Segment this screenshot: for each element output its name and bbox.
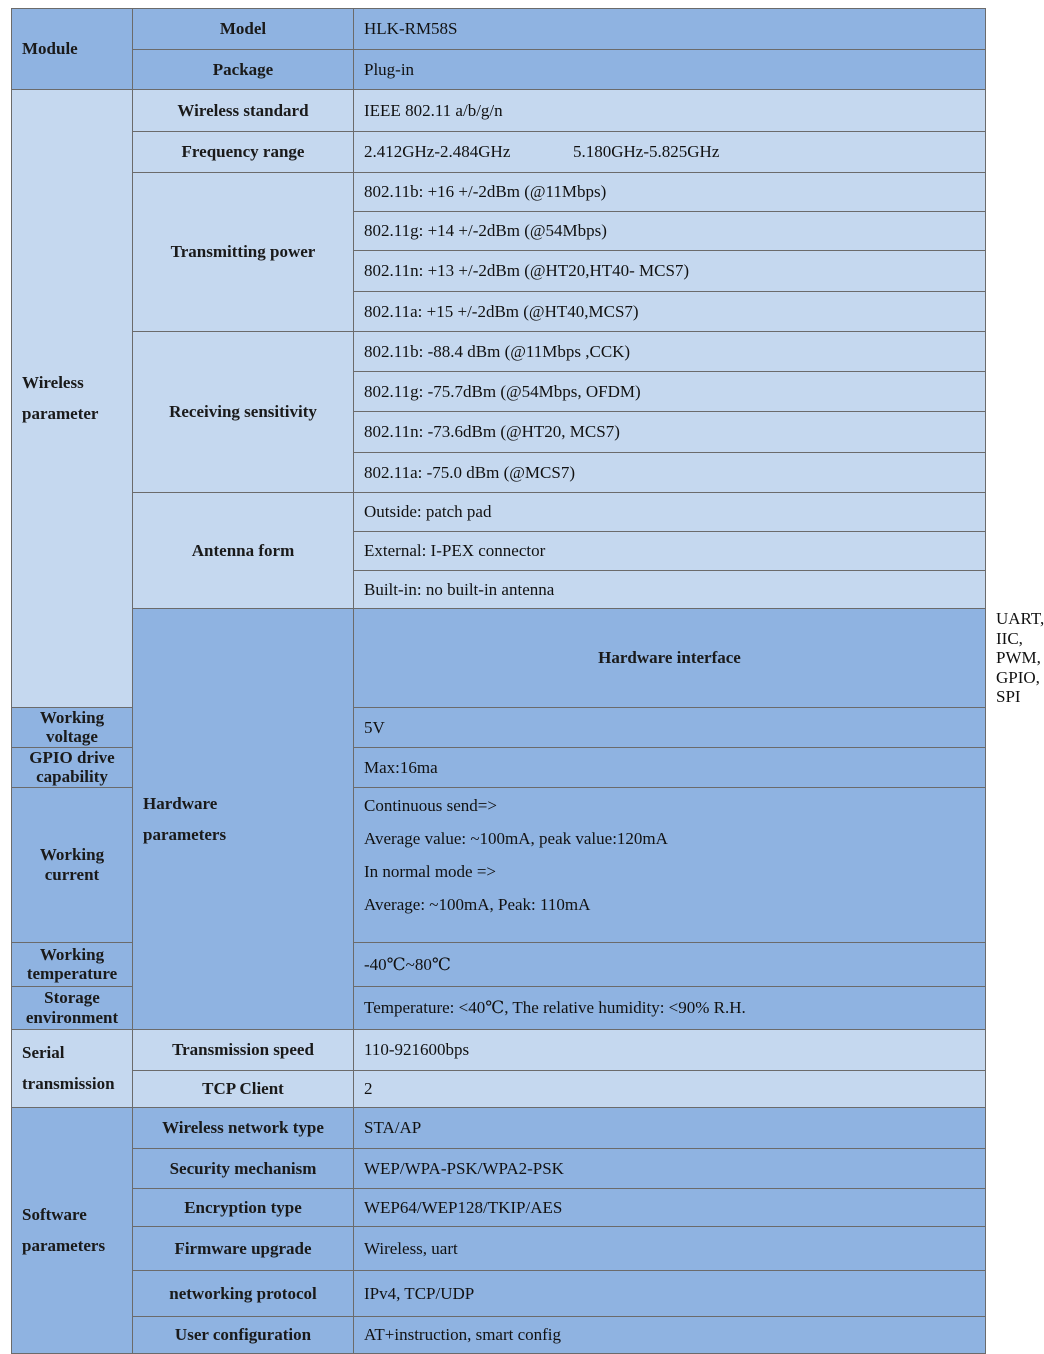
param-model: Model: [133, 9, 354, 50]
value-rx-80211a: 802.11a: -75.0 dBm (@MCS7): [354, 453, 986, 493]
group-label-line: Software: [22, 1204, 87, 1224]
param-receiving-sensitivity: Receiving sensitivity: [133, 332, 354, 493]
param-user-configuration: User configuration: [133, 1316, 354, 1353]
param-working-temperature: Working temperature: [12, 942, 133, 986]
table-row: [12, 1107, 986, 1148]
value-rx-80211n: 802.11n: -73.6dBm (@HT20, MCS7): [354, 412, 986, 453]
table-row: [12, 493, 986, 532]
param-security-mechanism: Security mechanism: [133, 1148, 354, 1188]
spec-table: [11, 8, 1044, 1354]
value-antenna-external: External: I-PEX connector: [354, 532, 986, 571]
value-antenna-outside: Outside: patch pad: [354, 493, 986, 532]
value-networking-protocol: IPv4, TCP/UDP: [354, 1270, 986, 1316]
param-transmitting-power: Transmitting power: [133, 173, 354, 332]
value-gpio-drive: Max:16ma: [354, 747, 986, 787]
value-tx-80211b: 802.11b: +16 +/-2dBm (@11Mbps): [354, 173, 986, 212]
group-label-line: parameters: [22, 1236, 106, 1256]
group-module: Module: [12, 9, 133, 90]
table-row: [12, 1029, 986, 1070]
table-row: [12, 1070, 986, 1107]
current-line: In normal mode =>: [364, 861, 497, 881]
table-row: [12, 132, 986, 173]
param-storage-environment: Storage environment: [12, 986, 133, 1029]
group-label-line: Hardware: [143, 793, 218, 813]
value-storage-environment: Temperature: <40℃, The relative humidity: <90% R.H.: [354, 986, 986, 1029]
param-wireless-standard: Wireless standard: [133, 90, 354, 132]
value-tx-80211a: 802.11a: +15 +/-2dBm (@HT40,MCS7): [354, 292, 986, 332]
param-encryption-type: Encryption type: [133, 1188, 354, 1226]
frequency-band-5g: 5.180GHz-5.825GHz: [573, 142, 720, 162]
value-wireless-standard: IEEE 802.11 a/b/g/n: [354, 90, 986, 132]
current-line: Continuous send=>: [364, 795, 497, 815]
current-line: Average value: ~100mA, peak value:120mA: [364, 828, 668, 848]
param-wireless-network-type: Wireless network type: [133, 1107, 354, 1148]
value-model: HLK-RM58S: [354, 9, 986, 50]
table-row: [12, 9, 986, 50]
current-line: Average: ~100mA, Peak: 110mA: [364, 894, 591, 914]
table-row: [12, 1188, 986, 1226]
param-transmission-speed: Transmission speed: [133, 1029, 354, 1070]
group-label-line: Serial: [22, 1042, 65, 1062]
param-working-voltage: Working voltage: [12, 707, 133, 747]
value-rx-80211g: 802.11g: -75.7dBm (@54Mbps, OFDM): [354, 372, 986, 412]
group-label-line: parameters: [143, 824, 227, 844]
value-wireless-network-type: STA/AP: [354, 1107, 986, 1148]
value-transmission-speed: 110-921600bps: [354, 1029, 986, 1070]
value-security-mechanism: WEP/WPA-PSK/WPA2-PSK: [354, 1148, 986, 1188]
param-working-current: Working current: [12, 787, 133, 942]
table-row: [12, 1316, 986, 1353]
value-encryption-type: WEP64/WEP128/TKIP/AES: [354, 1188, 986, 1226]
group-wireless-parameter: [12, 90, 133, 708]
group-serial-transmission: [12, 1029, 133, 1107]
value-user-configuration: AT+instruction, smart config: [354, 1316, 986, 1353]
value-tx-80211n: 802.11n: +13 +/-2dBm (@HT20,HT40- MCS7): [354, 251, 986, 292]
table-row: [12, 1226, 986, 1270]
param-hardware-interface: Hardware interface: [354, 609, 986, 708]
table-row: [12, 90, 986, 132]
value-package: Plug-in: [354, 50, 986, 90]
group-label-line: transmission: [22, 1074, 115, 1094]
param-frequency-range: Frequency range: [133, 132, 354, 173]
table-row: [12, 1148, 986, 1188]
frequency-band-2g: 2.412GHz-2.484GHz: [364, 142, 511, 162]
table-row: [12, 173, 986, 212]
param-package: Package: [133, 50, 354, 90]
value-frequency-range: [354, 132, 986, 173]
group-software-parameters: [12, 1107, 133, 1353]
value-firmware-upgrade: Wireless, uart: [354, 1226, 986, 1270]
group-hardware-parameters: [133, 609, 354, 1030]
param-tcp-client: TCP Client: [133, 1070, 354, 1107]
table-row: [12, 332, 986, 372]
value-rx-80211b: 802.11b: -88.4 dBm (@11Mbps ,CCK): [354, 332, 986, 372]
value-working-current: [354, 787, 986, 942]
value-working-temperature: -40℃~80℃: [354, 942, 986, 986]
value-working-voltage: 5V: [354, 707, 986, 747]
param-networking-protocol: networking protocol: [133, 1270, 354, 1316]
param-antenna-form: Antenna form: [133, 493, 354, 609]
table-row: [12, 50, 986, 90]
group-label-line: parameter: [22, 404, 99, 424]
value-antenna-builtin: Built-in: no built-in antenna: [354, 571, 986, 609]
table-row: Hardware parameters Hardware interface UART, IIC, PWM, GPIO, SPI: [12, 609, 986, 708]
table-row: [12, 1270, 986, 1316]
value-tx-80211g: 802.11g: +14 +/-2dBm (@54Mbps): [354, 212, 986, 251]
group-label-line: Wireless: [22, 372, 84, 392]
param-firmware-upgrade: Firmware upgrade: [133, 1226, 354, 1270]
value-tcp-client: 2: [354, 1070, 986, 1107]
param-gpio-drive: GPIO drive capability: [12, 747, 133, 787]
